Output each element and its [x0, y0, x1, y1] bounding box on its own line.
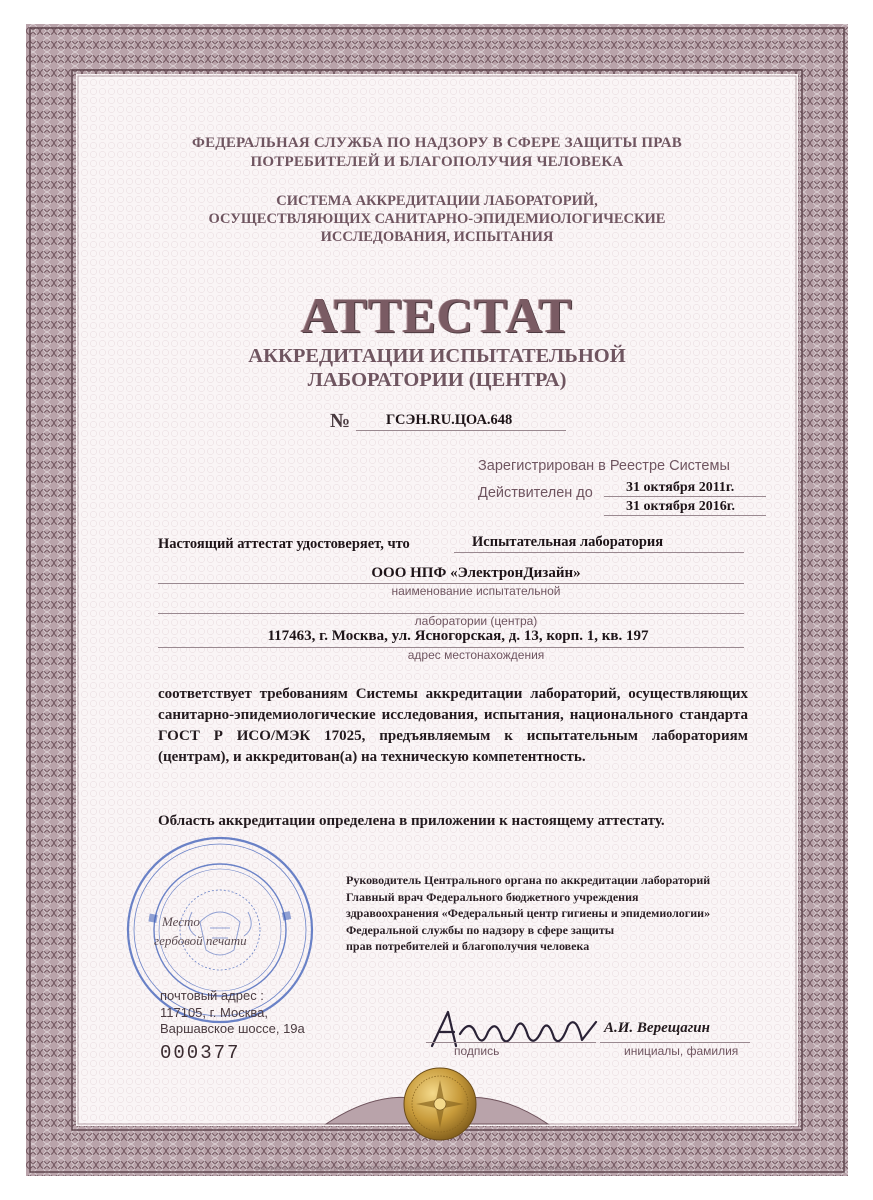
- signatory-title: [346, 872, 766, 955]
- signatory-line-1: Руководитель Центрального органа по аккредитации лабораторий: [346, 873, 711, 887]
- org-name-label-2: лаборатории (центра): [414, 614, 538, 628]
- registered-label: Зарегистрирован в Реестре Системы: [478, 458, 730, 474]
- organization-name: ООО НПФ «ЭлектронДизайн»: [371, 565, 581, 581]
- signature-label: подпись: [454, 1044, 500, 1058]
- signatory-line-2: Главный врач Федерального бюджетного учреждения: [346, 889, 639, 904]
- organization-address: 117463, г. Москва, ул. Ясногорская, д. 13, корп. 1, кв. 197: [267, 628, 649, 644]
- date-underline-1: [604, 496, 766, 497]
- postal-line-1: 117105, г. Москва,: [160, 1004, 269, 1020]
- signatory-line-3: здравоохранения «Федеральный центр гигиены и эпидемиологии»: [346, 906, 711, 920]
- valid-until-label: Действителен до: [478, 485, 593, 501]
- org-name-label: наименование испытательной: [391, 584, 561, 598]
- signatory-line-5: прав потребителей и благополучия человека: [346, 939, 590, 953]
- signatory-name: А.И. Верещагин: [604, 1020, 710, 1036]
- postal-line-2: Варшавское шоссе, 19а: [160, 1021, 305, 1036]
- agency-line-1: ФЕДЕРАЛЬНАЯ СЛУЖБА ПО НАДЗОРУ В СФЕРЕ ЗАЩИТЫ ПРАВ: [192, 135, 682, 151]
- address-label: адрес местонахождения: [407, 648, 545, 662]
- signature-underline: [426, 1042, 596, 1043]
- handwritten-signature: [426, 1004, 606, 1054]
- hologram-seal: [402, 1066, 478, 1142]
- registered-date: 31 октября 2011г.: [626, 480, 735, 495]
- certify-intro: Настоящий аттестат удостоверяет, что: [158, 536, 410, 552]
- document-subtitle: [96, 344, 778, 392]
- seal-place-label-1: Место: [162, 914, 200, 929]
- certificate-number: ГСЭН.RU.ЦОА.648: [386, 412, 513, 428]
- scope-statement: Область аккредитации определена в приложении к настоящему аттестату.: [158, 813, 665, 829]
- printer-footer: Бланк изготовлен ЗАО «Опцион» (лиц. № 05-05-09/003 ФНС РФ) уровень В, счет 30934 от 10.08.2011 г. Тел.: (495) 726-47-42, г.Москва, 2011 г. www.opcion.ru: [255, 1166, 619, 1172]
- system-line-1: СИСТЕМА АККРЕДИТАЦИИ ЛАБОРАТОРИЙ,: [276, 193, 598, 209]
- name-underline: [600, 1042, 750, 1043]
- name-label: инициалы, фамилия: [624, 1044, 739, 1058]
- compliance-paragraph: соответствует требованиям Системы аккредитации лабораторий, осуществляющих санитарно-эпидемиологические исследования, испытания, национального стандарта ГОСТ Р ИСО/МЭК 17025, предъявляемым к испытательным лабораториям (центрам), и аккредитован(а) на техническую компетентность.: [158, 686, 748, 765]
- agency-line-2: ПОТРЕБИТЕЛЕЙ И БЛАГОПОЛУЧИЯ ЧЕЛОВЕКА: [250, 154, 624, 170]
- certificate-sheet: [26, 24, 848, 1176]
- lab-type: Испытательная лаборатория: [472, 534, 664, 550]
- valid-until-date: 31 октября 2016г.: [626, 499, 735, 514]
- seal-place-label-2: гербовой печати: [154, 933, 247, 948]
- subtitle-line-2: ЛАБОРАТОРИИ (ЦЕНТРА): [307, 369, 567, 391]
- system-header: [96, 192, 778, 246]
- postal-label: почтовый адрес :: [160, 988, 264, 1003]
- agency-header: [96, 134, 778, 172]
- date-underline-2: [604, 515, 766, 516]
- document-title: АТТЕСТАТ: [301, 287, 573, 343]
- subtitle-line-1: АККРЕДИТАЦИИ ИСПЫТАТЕЛЬНОЙ: [248, 345, 626, 367]
- number-sign: №: [330, 410, 351, 432]
- serial-number: 000377: [160, 1042, 241, 1064]
- system-line-3: ИССЛЕДОВАНИЯ, ИСПЫТАНИЯ: [320, 229, 554, 245]
- signatory-line-4: Федеральной службы по надзору в сфере защиты: [346, 922, 615, 937]
- postal-address: [160, 988, 305, 1038]
- number-underline: [356, 430, 566, 431]
- lab-type-underline: [454, 552, 744, 553]
- system-line-2: ОСУЩЕСТВЛЯЮЩИХ САНИТАРНО-ЭПИДЕМИОЛОГИЧЕСКИЕ: [208, 211, 666, 227]
